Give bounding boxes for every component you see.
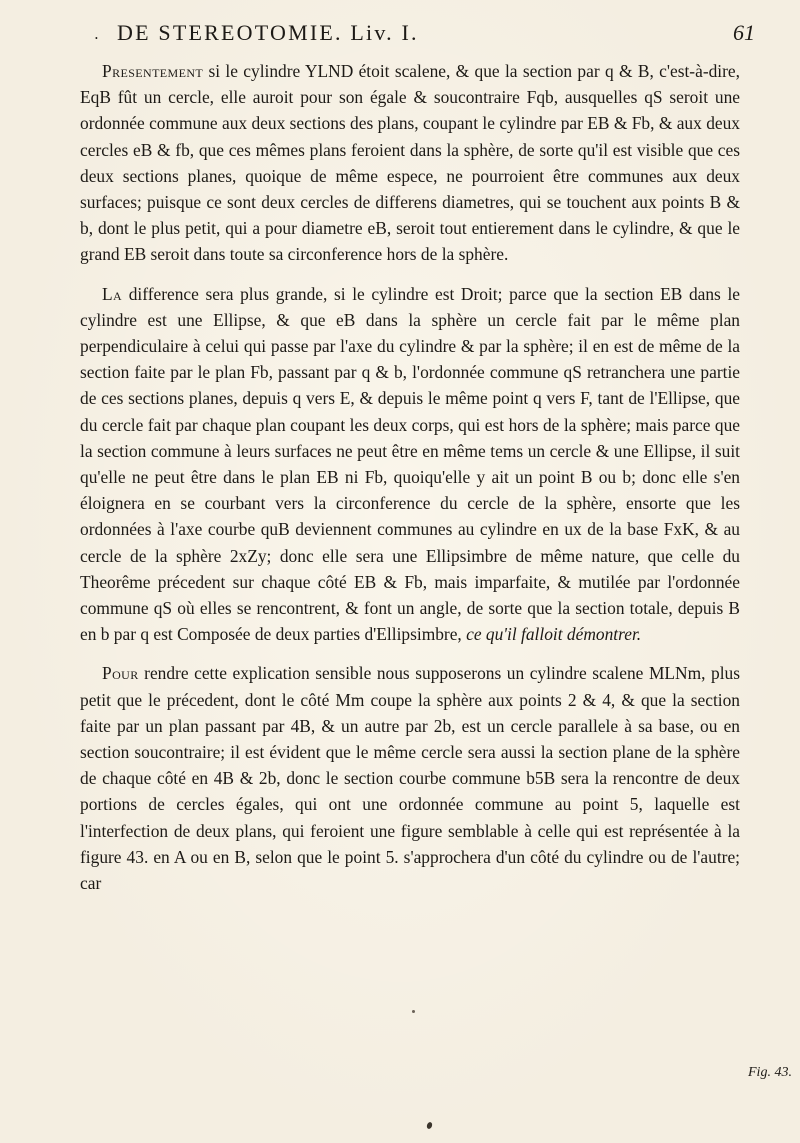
paragraph-lead: La xyxy=(102,283,123,304)
ink-mark xyxy=(426,1121,433,1129)
paragraph-la-difference xyxy=(80,281,740,648)
paragraph-lead: Pour xyxy=(102,663,139,684)
paragraph-text: difference sera plus grande, si le cylindre est Droit; parce que la section EB dans le cylindre est une Ellipse, & que eB dans la sphère un cercle fait par le même plan perpendiculaire à celui qui passe par l'axe du cylindre & par la sphère; il en est de même de la section faite par le plan Fb, passant par q & b, l'ordonnée commune qS retranchera une partie de ces sections planes, depuis q vers E, & depuis le même point q vers F, tant de l'Ellipse, que du cercle fait par chaque plan coupant les deux corps, qui est hors de la sphère; mais parce que la section commune à leurs surfaces ne peut être en même tems un cercle & une Ellipse, il suit qu'elle ne peut être dans le plan EB ni Fb, quoiqu'elle y ait un point B ou b; donc elle s'en éloignera en se courbant vers la circonference du cercle de la sphère, ensorte que les ordonnées à l'axe courbe quB deviennent communes au cylindre en ux de la base FxK, & au cercle de la sphère 2xZy; donc elle sera une Ellipsimbre de même nature, que celle du Theorême précedent sur chaque côté EB & Fb, mais imparfaite, & mutilée par l'ordonnée commune qS où elles se rencontrent, & font un angle, de sorte que la section totale, depuis B en b par q est Composée de deux parties d'Ellipsimbre, xyxy=(80,283,740,645)
paragraph-lead: Presentement xyxy=(102,61,204,81)
paragraph-text: si le cylindre YLND étoit scalene, & que la section par q & B, c'est-à-dire, EqB fût un cercle, elle auroit pour son égale & soucontraire Fqb, ausquelles qS seroit une ordonnée commune aux deux sections des plans, coupant le cylindre par EB & Fb, & aux deux cercles eB & fb, que ces mêmes plans feroient dans la sphère, de sorte qu'il est visible que ces deux sections planes, quoique de même espece, ne pourroient être communes aux deux surfaces; puisque ce sont deux cercles de differens diametres, qui se touchent aux points B & b, dont le plus petit, qui a pour diametre eB, seroit tout entierement dans le cylindre, & que le grand EB seroit dans toute sa circonference hors de la sphère. xyxy=(80,61,740,265)
running-title: DE STEREOTOMIE. Liv. I. xyxy=(117,20,419,45)
page-number: 61 xyxy=(733,20,755,45)
paragraph-presentement xyxy=(80,58,740,268)
paragraph-text: rendre cette explication sensible nous supposerons un cylindre scalene MLNm, plus petit que le précedent, dont le côté Mm coupe la sphère aux points 2 & 4, & que la section faite par un plan passant par 4B, & un autre par 2b, est un cercle parallele à sa base, ou en section soucontraire; il est évident que le même cercle sera aussi la section plane de la sphère de chaque côté en 4B & 2b, donc le section courbe commune b5B sera la rencontre de deux portions de cercles égales, qui ont une ordonnée commune au point 5, laquelle est l'interfection de deux plans, qui feroient une figure semblable à celle qui est représentée à la figure 43. en A ou en B, selon que le point 5. s'approchera d'un côté du cylindre ou de l'autre; car xyxy=(80,663,740,894)
ink-speck xyxy=(412,1010,415,1013)
running-head xyxy=(95,20,755,50)
figure-reference: Fig. 43. xyxy=(748,1065,792,1080)
paragraph-closing: ce qu'il falloit démontrer. xyxy=(466,624,642,645)
margin-mark: • xyxy=(95,34,98,43)
body-text xyxy=(80,58,740,896)
paragraph-pour-rendre xyxy=(80,660,740,896)
